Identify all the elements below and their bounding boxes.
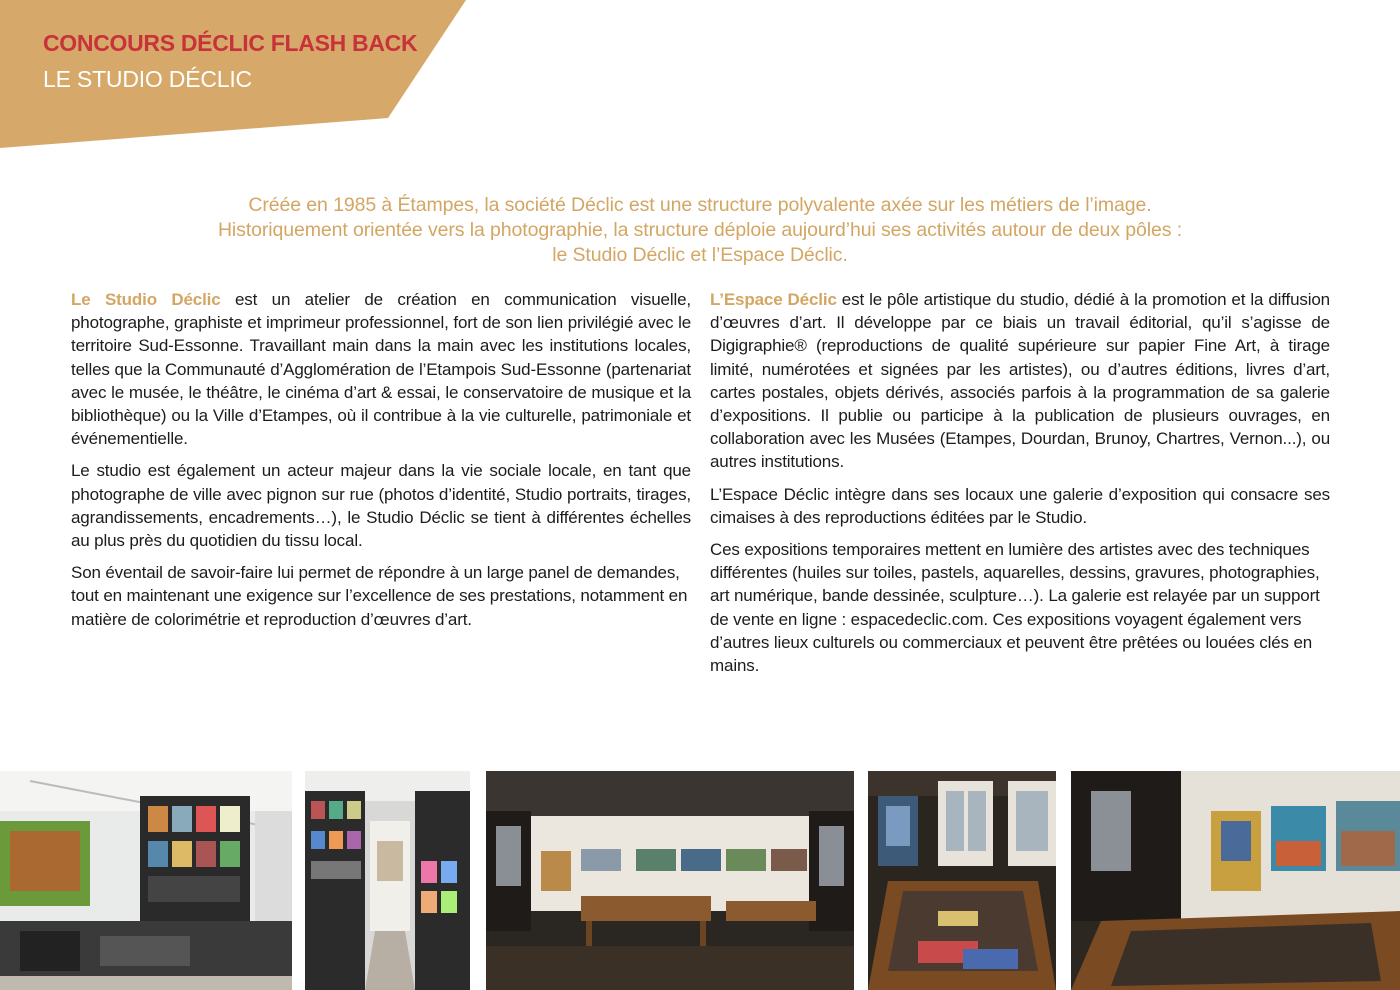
studio-corridor-photo [305, 771, 470, 990]
photo-strip [0, 771, 1400, 990]
studio-text: est un atelier de création en communication visuelle, photographe, graphiste et imprimeur professionnel, fort de son lien privilégié avec le territoire Sud-Essonne. Travaillant main dans la main avec les institutions locales, telles que la Communauté d’Agglomération de l’Etampois Sud-Essonne (partenariat avec le musée, le théâtre, le cinéma d’art & essai, le conservatoire de musique et la bibliothèque) ou la Ville d’Etampes, où il contribue à la vie culturelle, patrimoniale et événementielle. [71, 290, 691, 449]
espace-lead: L’Espace Déclic [710, 290, 837, 309]
gallery-paragraph: L’Espace Déclic intègre dans ses locaux une galerie d’exposition qui consacre ses cimaises à des reproductions éditées par le Studio. [710, 484, 1330, 527]
espace-text: est le pôle artistique du studio, dédié à la promotion et la diffusion d’œuvres d’art. Il développe par ce biais un travail éditorial, qu’il s’agisse de Digigraphie® (reproductions de qualité supérieure sur papier Fine Art, à tirage limité, numérotées et signées par les artistes), ou d’autres éditions, livres d’art, cartes postales, objets dérivés, associés parfois à la programmation de sa galerie d’expositions. Il publie ou participe à la publication de plusieurs ouvrages, en collaboration avec les Musées (Etampes, Dourdan, Brunoy, Chartres, Vernon...), ou autres institutions. [710, 290, 1330, 472]
intro-paragraph [60, 193, 1340, 268]
studio-social-paragraph: Le studio est également un acteur majeur dans la vie sociale locale, en tant que photographe de ville avec pignon sur rue (photos d’identité, Studio portraits, tirages, agrandissements, encadrements…), le Studio Déclic se tient à différentes échelles au plus près du quotidien du tissu local. [71, 461, 691, 551]
studio-lead: Le Studio Déclic [71, 290, 221, 309]
intro-line: Créée en 1985 à Étampes, la société Déclic est une structure polyvalente axée sur les métiers de l’image. [248, 194, 1152, 216]
espace-paragraph [710, 288, 1330, 474]
intro-line: Historiquement orientée vers la photographie, la structure déploie aujourd’hui ses activités autour de deux pôles : [217, 219, 1183, 241]
studio-skills-paragraph: Son éventail de savoir-faire lui permet de répondre à un large panel de demandes, tout en maintenant une exigence sur l’excellence de ses prestations, notamment en matière de colorimétrie et reproduction d’œuvres d’art. [71, 563, 688, 629]
exhibitions-paragraph: Ces expositions temporaires mettent en lumière des artistes avec des techniques différentes (huiles sur toiles, pastels, aquarelles, dessins, gravures, photographies, art numérique, bande dessinée, sculpture…). La galerie est relayée par un support de vente en ligne : espacedeclic.com. Ces expositions voyagent également vers d’autres lieux culturels ou commerciaux et peuvent être prêtées ou louées clés en mains. [710, 540, 1320, 676]
intro-line: le Studio Déclic et l’Espace Déclic. [552, 244, 848, 266]
section-subtitle: LE STUDIO DÉCLIC [43, 66, 252, 92]
gallery-corner-photo [1071, 771, 1400, 990]
studio-paragraph [71, 288, 691, 450]
right-column [710, 288, 1330, 686]
studio-shop-photo [0, 771, 292, 990]
gallery-wide-photo [486, 771, 854, 990]
gallery-case-photo [868, 771, 1056, 990]
section-title: CONCOURS DÉCLIC FLASH BACK [43, 30, 418, 56]
left-column [71, 288, 691, 640]
